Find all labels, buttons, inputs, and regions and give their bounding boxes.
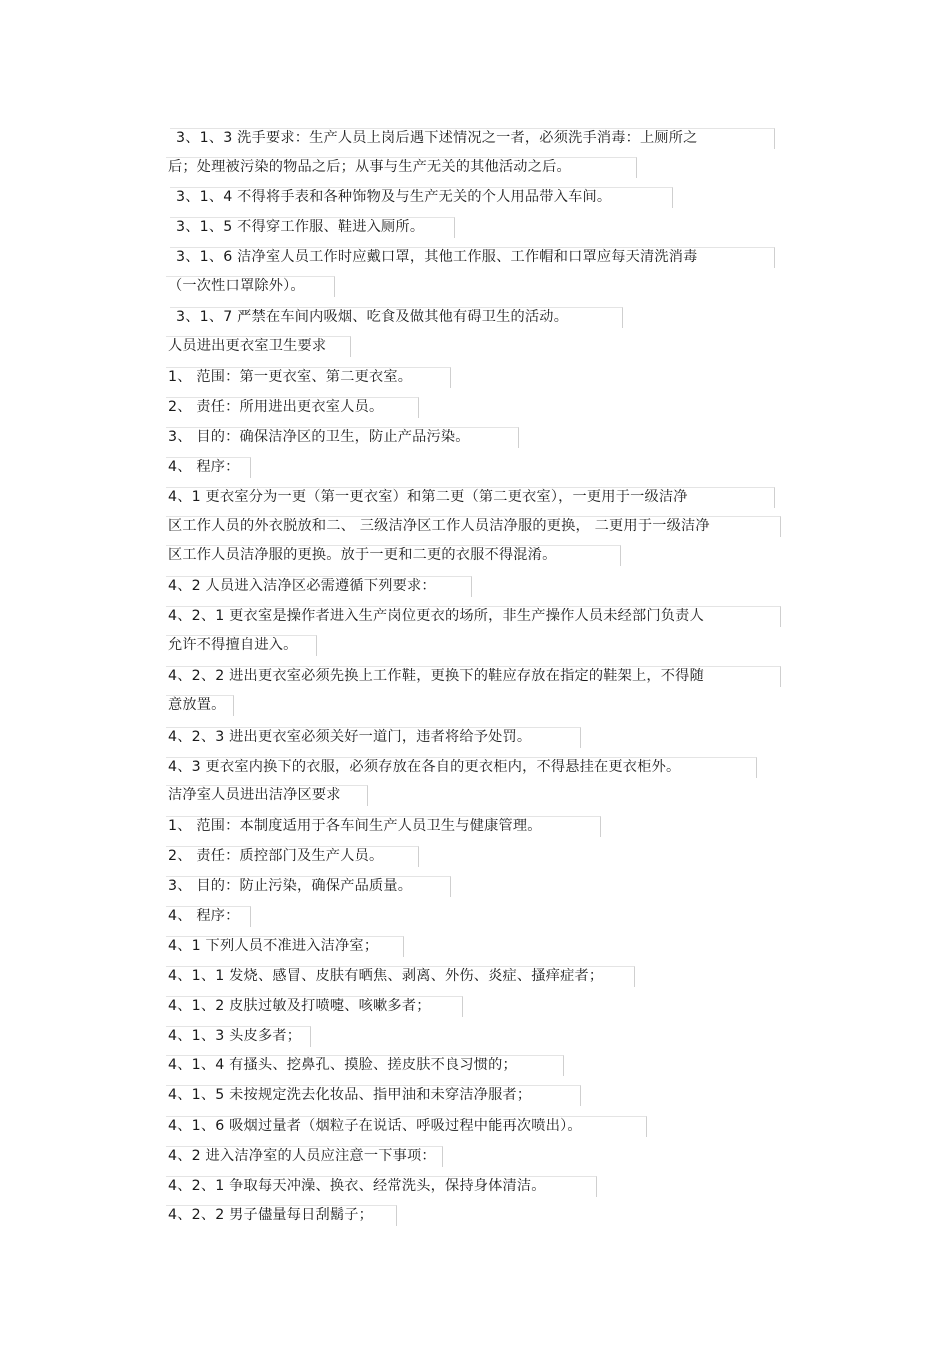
text-line: 4、1 更衣室分为一更（第一更衣室）和第二更（第二更衣室），一更用于一级洁净 xyxy=(168,489,688,505)
text-line: 4、2 进入洁净室的人员应注意一下事项： xyxy=(168,1148,436,1164)
text-line: 后；处理被污染的物品之后；从事与生产无关的其他活动之后。 xyxy=(168,159,571,175)
text-line: 4、1、4 有搔头、挖鼻孔、摸脸、搓皮肤不良习惯的； xyxy=(168,1057,517,1073)
text-line: 4、1 下列人员不准进入洁净室； xyxy=(168,938,379,954)
text-line: 4、2、1 更衣室是操作者进入生产岗位更衣的场所，非生产操作人员未经部门负责人 xyxy=(168,608,704,624)
text-line: 4、2、1 争取每天冲澡、换衣、经常洗头，保持身体清洁。 xyxy=(168,1178,546,1194)
text-line: 4、1、6 吸烟过量者（烟粒子在说话、呼吸过程中能再次喷出）。 xyxy=(168,1118,582,1134)
text-line: 3、1、5 不得穿工作服、鞋进入厕所。 xyxy=(176,219,425,235)
text-line: 4、1、3 头皮多者； xyxy=(168,1028,302,1044)
text-line: 3、1、7 严禁在车间内吸烟、吃食及做其他有碍卫生的活动。 xyxy=(176,309,569,325)
text-line: 意放置。 xyxy=(168,697,226,713)
text-line: 4、 程序： xyxy=(168,908,240,924)
text-line: 4、1、1 发烧、感冒、皮肤有晒焦、剥离、外伤、炎症、搔痒症者； xyxy=(168,968,604,984)
text-line: 区工作人员的外衣脱放和二、 三级洁净区工作人员洁净服的更换， 二更用于一级洁净 xyxy=(168,518,710,534)
text-line: 4、1、2 皮肤过敏及打喷嚏、咳嗽多者； xyxy=(168,998,431,1014)
text-line: 3、1、3 洗手要求：生产人员上岗后遇下述情况之一者，必须洗手消毒：上厕所之 xyxy=(176,130,698,146)
text-line: 2、 责任：所用进出更衣室人员。 xyxy=(168,399,384,415)
text-line: 4、2、3 进出更衣室必须关好一道门，违者将给予处罚。 xyxy=(168,729,532,745)
text-line: 4、2 人员进入洁净区必需遵循下列要求： xyxy=(168,578,436,594)
text-line: 2、 责任：质控部门及生产人员。 xyxy=(168,848,384,864)
text-line: 3、 目的：确保洁净区的卫生，防止产品污染。 xyxy=(168,429,470,445)
text-line: 4、1、5 未按规定洗去化妆品、指甲油和未穿洁净服者； xyxy=(168,1087,532,1103)
text-line: 1、 范围：本制度适用于各车间生产人员卫生与健康管理。 xyxy=(168,818,542,834)
text-line: （一次性口罩除外）。 xyxy=(168,278,305,294)
text-line: 3、 目的：防止污染，确保产品质量。 xyxy=(168,878,413,894)
text-line: 4、2、2 进出更衣室必须先换上工作鞋，更换下的鞋应存放在指定的鞋架上，不得随 xyxy=(168,668,704,684)
text-line: 4、 程序： xyxy=(168,459,240,475)
text-line: 3、1、4 不得将手表和各种饰物及与生产无关的个人用品带入车间。 xyxy=(176,189,612,205)
text-line: 1、 范围：第一更衣室、第二更衣室。 xyxy=(168,369,413,385)
text-line: 3、1、6 洁净室人员工作时应戴口罩，其他工作服、工作帽和口罩应每天清洗消毒 xyxy=(176,249,698,265)
text-line: 允许不得擅自进入。 xyxy=(168,637,298,653)
text-line: 4、2、2 男子儘量每日刮鬍子； xyxy=(168,1207,374,1223)
section-heading: 洁净室人员进出洁净区要求 xyxy=(168,787,341,803)
section-heading: 人员进出更衣室卫生要求 xyxy=(168,338,327,354)
text-line: 区工作人员洁净服的更换。放于一更和二更的衣服不得混淆。 xyxy=(168,547,557,563)
text-line: 4、3 更衣室内换下的衣服，必须存放在各自的更衣柜内，不得悬挂在更衣柜外。 xyxy=(168,759,681,775)
